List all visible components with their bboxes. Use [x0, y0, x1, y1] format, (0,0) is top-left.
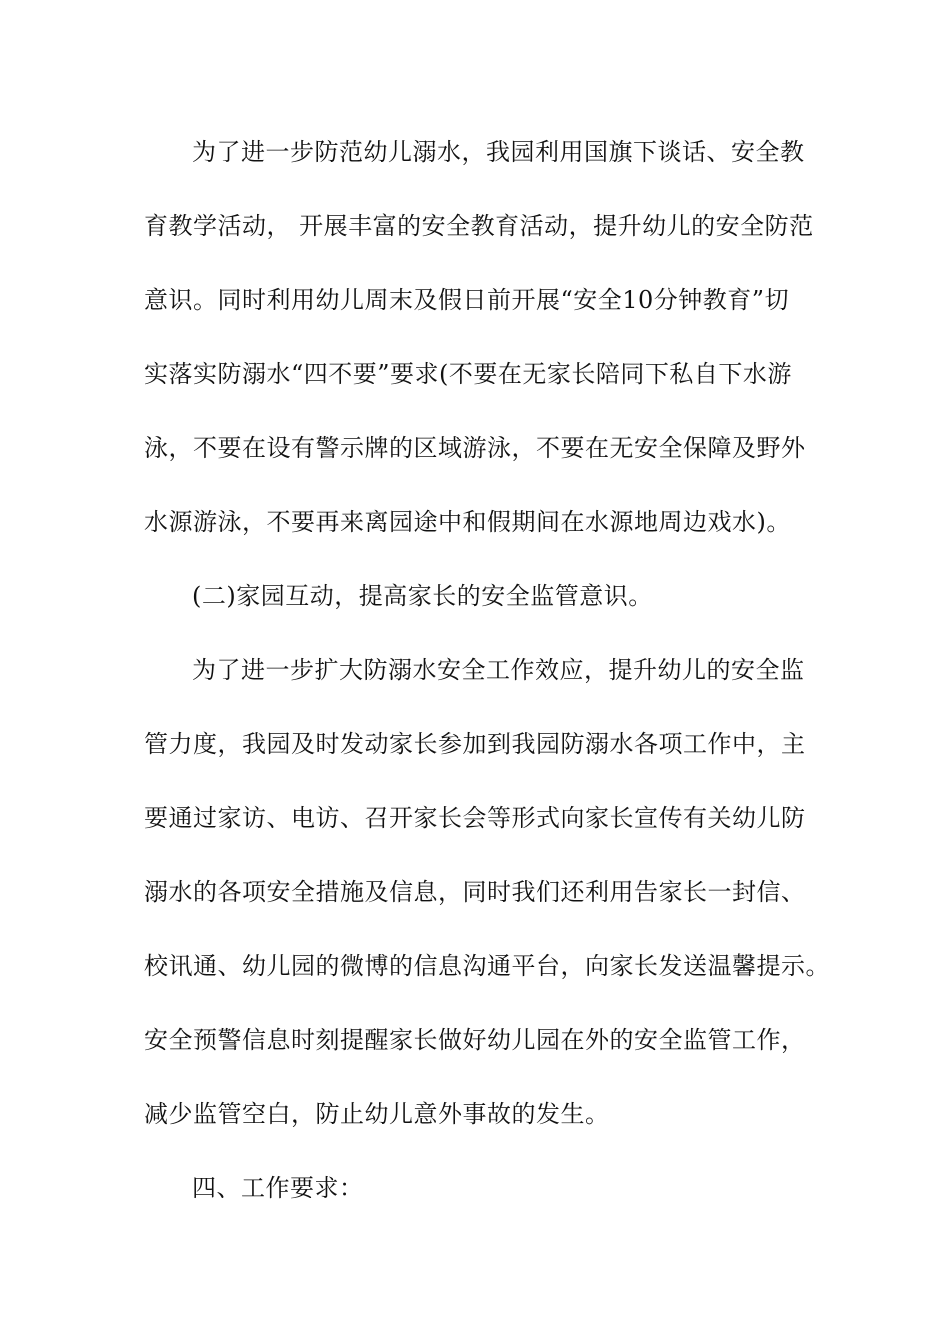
- paragraph-line: 实落实防溺水“四不要”要求(不要在无家长陪同下私自下水游: [144, 360, 792, 388]
- section-heading: 四、工作要求：: [192, 1174, 364, 1202]
- paragraph-line: 溺水的各项安全措施及信息，同时我们还利用告家长一封信、: [144, 878, 806, 906]
- paragraph-line: 减少监管空白，防止幼儿意外事故的发生。: [144, 1100, 610, 1128]
- paragraph-line: 管力度，我园及时发动家长参加到我园防溺水各项工作中，主: [144, 730, 806, 758]
- paragraph-line: 校讯通、幼儿园的微博的信息沟通平台，向家长发送温馨提示。: [144, 952, 830, 980]
- paragraph-line: 要通过家访、电访、召开家长会等形式向家长宣传有关幼儿防: [144, 804, 806, 832]
- paragraph-line: 意识。同时利用幼儿周末及假日前开展“安全10分钟教育”切: [144, 286, 790, 314]
- paragraph-line: 育教学活动， 开展丰富的安全教育活动，提升幼儿的安全防范: [144, 212, 814, 240]
- paragraph-line: 安全预警信息时刻提醒家长做好幼儿园在外的安全监管工作，: [144, 1026, 806, 1054]
- paragraph-line: 为了进一步扩大防溺水安全工作效应，提升幼儿的安全监: [192, 656, 805, 684]
- paragraph-line: 为了进一步防范幼儿溺水，我园利用国旗下谈话、安全教: [192, 138, 805, 166]
- section-heading: (二)家园互动，提高家长的安全监管意识。: [192, 582, 653, 610]
- paragraph-line: 水源游泳，不要再来离园途中和假期间在水源地周边戏水)。: [144, 508, 791, 536]
- paragraph-line: 泳，不要在设有警示牌的区域游泳，不要在无安全保障及野外: [144, 434, 806, 462]
